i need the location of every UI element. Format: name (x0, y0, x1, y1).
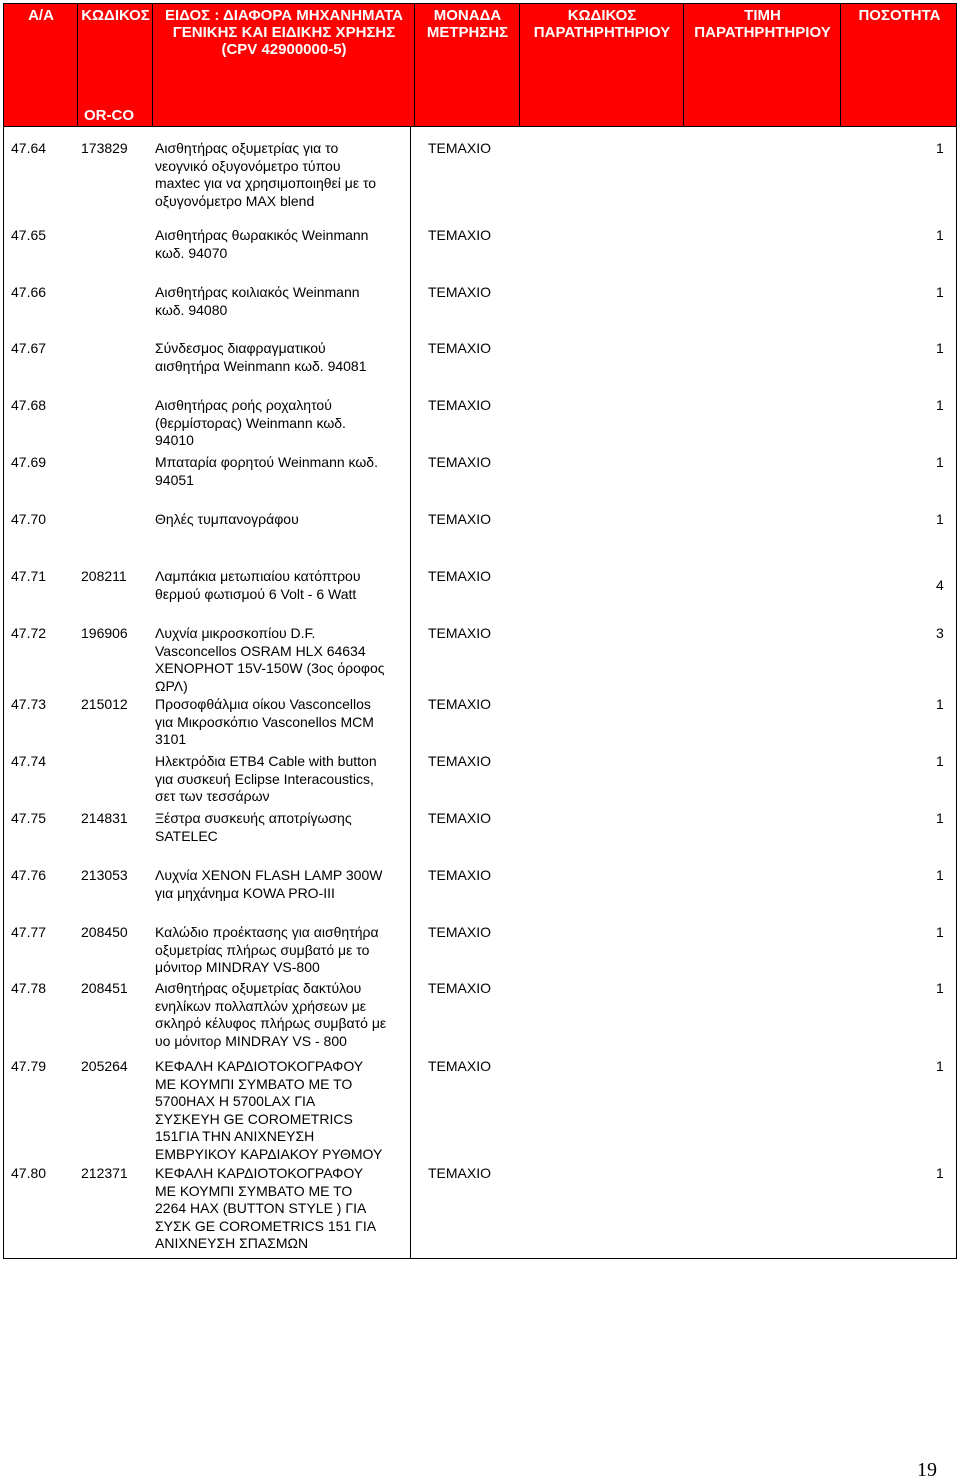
row-unit: ΤΕΜΑΧΙΟ (428, 1058, 492, 1074)
row-aa: 47.66 (11, 284, 47, 300)
row-description: Μπαταρία φορητού Weinmann κωδ. 94051 (155, 454, 378, 488)
row-aa: 47.80 (11, 1165, 47, 1181)
row-aa: 47.64 (11, 140, 47, 156)
row-aa: 47.70 (11, 511, 47, 527)
header-unit: ΜΟΝΑΔΑ ΜΕΤΡΗΣΗΣ (426, 7, 509, 41)
row-description: Θηλές τυμπανογράφου (155, 511, 299, 527)
row-quantity: 3 (936, 625, 944, 641)
row-description: Λυχνία μικροσκοπίου D.F. Vasconcellos OSRAM HLX 64634 XENOPHOT 15V-150W (3ος όροφος ΩΡΛ) (155, 625, 385, 694)
row-quantity: 1 (936, 696, 944, 712)
table-header (3, 3, 957, 127)
row-aa: 47.78 (11, 980, 47, 996)
row-quantity: 1 (936, 227, 944, 243)
row-aa: 47.77 (11, 924, 47, 940)
header-observatory-code: ΚΩΔΙΚΟΣ ΠΑΡΑΤΗΡΗΤΗΡΙΟΥ (533, 7, 671, 41)
row-description: Σύνδεσμος διαφραγματικού αισθητήρα Weinmann κωδ. 94081 (155, 340, 367, 374)
row-aa: 47.79 (11, 1058, 47, 1074)
row-code: 212371 (81, 1165, 128, 1181)
row-unit: ΤΕΜΑΧΙΟ (428, 980, 492, 996)
row-description: Ξέστρα συσκευής αποτρίγωσης SATELEC (155, 810, 352, 844)
row-code: 196906 (81, 625, 128, 641)
row-aa: 47.75 (11, 810, 47, 826)
row-code: 208450 (81, 924, 128, 940)
header-description: ΕΙΔΟΣ : ΔΙΑΦΟΡΑ ΜΗΧΑΝΗΜΑΤΑ ΓΕΝΙΚΗΣ ΚΑΙ ΕΙΔΙΚΗΣ ΧΡΗΣΗΣ (CPV 42900000-5) (164, 7, 404, 58)
row-description: Αισθητήρας ροής ροχαλητού (θερμίστορας) Weinmann κωδ. 94010 (155, 397, 346, 448)
row-code: 208211 (81, 568, 127, 584)
row-unit: ΤΕΜΑΧΙΟ (428, 284, 492, 300)
header-code: ΚΩΔΙΚΟΣ (81, 7, 150, 24)
row-code: 208451 (81, 980, 128, 996)
row-aa: 47.67 (11, 340, 47, 356)
row-aa: 47.73 (11, 696, 47, 712)
header-aa: Α/Α (28, 7, 54, 24)
row-description: Αισθητήρας θωρακικός Weinmann κωδ. 94070 (155, 227, 369, 261)
row-unit: ΤΕΜΑΧΙΟ (428, 696, 492, 712)
row-quantity: 1 (936, 753, 944, 769)
row-unit: ΤΕΜΑΧΙΟ (428, 924, 492, 940)
row-unit: ΤΕΜΑΧΙΟ (428, 397, 492, 413)
row-unit: ΤΕΜΑΧΙΟ (428, 511, 492, 527)
header-observatory-price: ΤΙΜΗ ΠΑΡΑΤΗΡΗΤΗΡΙΟΥ (694, 7, 831, 41)
header-quantity: ΠΟΣΟΤΗΤΑ (858, 7, 941, 24)
row-code: 205264 (81, 1058, 128, 1074)
row-code: 215012 (81, 696, 128, 712)
row-unit: ΤΕΜΑΧΙΟ (428, 1165, 492, 1181)
row-unit: ΤΕΜΑΧΙΟ (428, 867, 492, 883)
row-code: 213053 (81, 867, 128, 883)
row-unit: ΤΕΜΑΧΙΟ (428, 340, 492, 356)
row-aa: 47.74 (11, 753, 47, 769)
row-description: Αισθητήρας οξυμετρίας δακτύλου ενηλίκων πολλαπλών χρήσεων με σκληρό κέλυφος πλήρως συμβατό με υο μόνιτορ MINDRAY VS - 800 (155, 980, 387, 1049)
row-quantity: 1 (936, 511, 944, 527)
row-description: Αισθητήρας κοιλιακός Weinmann κωδ. 94080 (155, 284, 360, 318)
row-code: 173829 (81, 140, 128, 156)
row-aa: 47.72 (11, 625, 47, 641)
row-description: Καλώδιο προέκτασης για αισθητήρα οξυμετρίας πλήρως συμβατό με το μόνιτορ MINDRAY VS-800 (155, 924, 379, 975)
row-aa: 47.68 (11, 397, 47, 413)
row-description: Προσοφθάλμια οίκου Vasconcellos για Μικροσκόπιο Vasconellos MCM 3101 (155, 696, 374, 747)
row-code: 214831 (81, 810, 128, 826)
row-unit: ΤΕΜΑΧΙΟ (428, 625, 492, 641)
row-aa: 47.65 (11, 227, 47, 243)
row-quantity: 4 (936, 577, 944, 593)
row-quantity: 1 (936, 1058, 944, 1074)
page-number: 19 (917, 1459, 937, 1481)
row-quantity: 1 (936, 1165, 944, 1181)
row-description: ΚΕΦΑΛΗ ΚΑΡΔΙΟΤΟΚΟΓΡΑΦΟΥ ΜΕ ΚΟΥΜΠΙ ΣΥΜΒΑΤΟ ΜΕ ΤΟ 2264 HAX (BUTTON STYLE ) ΓΙΑ ΣΥΣΚ GE COROMETRICS 151 ΓΙΑ ΑΝΙΧΝΕΥΣΗ ΣΠΑΣΜΩΝ (155, 1165, 377, 1251)
row-description: Λυχνία XENON FLASH LAMP 300W για μηχάνημα KOWA PRO-III (155, 867, 383, 901)
header-orco: OR-CO (84, 107, 134, 124)
row-description: Ηλεκτρόδια ETB4 Cable with button για συσκευή Eclipse Interacoustics, σετ των τεσσάρων (155, 753, 377, 804)
row-quantity: 1 (936, 397, 944, 413)
row-description: ΚΕΦΑΛΗ ΚΑΡΔΙΟΤΟΚΟΓΡΑΦΟΥ ΜΕ ΚΟΥΜΠΙ ΣΥΜΒΑΤΟ ΜΕ ΤΟ 5700HAX H 5700LAX ΓΙΑ ΣΥΣΚΕΥΗ GE COROMETRICS 151ΓΙΑ ΤΗΝ ΑΝΙΧΝΕΥΣΗ ΕΜΒΡΥΙΚΟΥ ΚΑΡΔΙΑΚΟΥ ΡΥΘΜΟΥ (155, 1058, 383, 1162)
row-unit: ΤΕΜΑΧΙΟ (428, 140, 492, 156)
row-unit: ΤΕΜΑΧΙΟ (428, 810, 492, 826)
row-unit: ΤΕΜΑΧΙΟ (428, 454, 492, 470)
row-unit: ΤΕΜΑΧΙΟ (428, 568, 492, 584)
row-quantity: 1 (936, 867, 944, 883)
row-quantity: 1 (936, 140, 944, 156)
row-aa: 47.76 (11, 867, 47, 883)
row-aa: 47.69 (11, 454, 47, 470)
row-unit: ΤΕΜΑΧΙΟ (428, 227, 492, 243)
row-aa: 47.71 (11, 568, 47, 584)
row-quantity: 1 (936, 980, 944, 996)
row-quantity: 1 (936, 454, 944, 470)
row-unit: ΤΕΜΑΧΙΟ (428, 753, 492, 769)
row-quantity: 1 (936, 284, 944, 300)
row-description: Λαμπάκια μετωπιαίου κατόπτρου θερμού φωτισμού 6 Volt - 6 Watt (155, 568, 361, 602)
row-description: Αισθητήρας οξυμετρίας για το νεογνικό οξυγονόμετρο τύπου maxtec για να χρησιμοποιηθεί με το οξυγονόμετρο MAX blend (155, 140, 377, 209)
row-quantity: 1 (936, 924, 944, 940)
row-quantity: 1 (936, 340, 944, 356)
row-quantity: 1 (936, 810, 944, 826)
